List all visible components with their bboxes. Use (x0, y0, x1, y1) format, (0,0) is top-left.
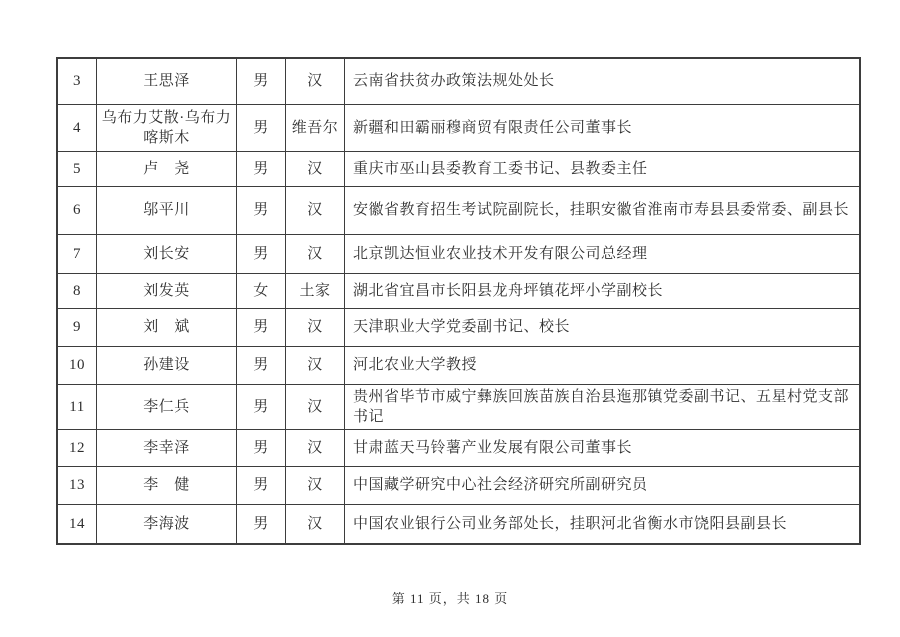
position-cell: 贵州省毕节市威宁彝族回族苗族自治县迤那镇党委副书记、五星村党支部书记 (345, 384, 861, 429)
table-row (57, 104, 860, 151)
table-row (57, 151, 860, 186)
position-cell: 重庆市巫山县委教育工委书记、县教委主任 (345, 151, 861, 186)
name-cell: 刘 斌 (97, 308, 237, 346)
name-cell: 卢 尧 (97, 151, 237, 186)
ethnicity-cell: 汉 (286, 504, 345, 544)
position-cell: 湖北省宜昌市长阳县龙舟坪镇花坪小学副校长 (345, 273, 861, 308)
position-cell: 安徽省教育招生考试院副院长，挂职安徽省淮南市寿县县委常委、副县长 (345, 186, 861, 234)
gender-cell: 男 (237, 384, 286, 429)
table-row (57, 58, 860, 104)
name-cell: 孙建设 (97, 346, 237, 384)
name-cell: 刘发英 (97, 273, 237, 308)
gender-cell: 男 (237, 234, 286, 273)
name-cell: 乌布力艾散·乌布力喀斯木 (97, 104, 237, 151)
ethnicity-cell: 汉 (286, 151, 345, 186)
gender-cell: 男 (237, 186, 286, 234)
position-cell: 北京凯达恒业农业技术开发有限公司总经理 (345, 234, 861, 273)
name-cell: 刘长安 (97, 234, 237, 273)
table-row (57, 466, 860, 504)
position-cell: 中国藏学研究中心社会经济研究所副研究员 (345, 466, 861, 504)
ethnicity-cell: 维吾尔 (286, 104, 345, 151)
name-cell: 李幸泽 (97, 429, 237, 466)
gender-cell: 男 (237, 429, 286, 466)
gender-cell: 男 (237, 104, 286, 151)
ethnicity-cell: 汉 (286, 308, 345, 346)
row-number-cell: 12 (57, 429, 97, 466)
position-cell: 云南省扶贫办政策法规处处长 (345, 58, 861, 104)
table-row (57, 308, 860, 346)
gender-cell: 女 (237, 273, 286, 308)
gender-cell: 男 (237, 466, 286, 504)
position-cell: 新疆和田霸丽穆商贸有限责任公司董事长 (345, 104, 861, 151)
ethnicity-cell: 汉 (286, 384, 345, 429)
table-row (57, 234, 860, 273)
ethnicity-cell: 汉 (286, 466, 345, 504)
row-number-cell: 6 (57, 186, 97, 234)
gender-cell: 男 (237, 308, 286, 346)
position-cell: 河北农业大学教授 (345, 346, 861, 384)
row-number-cell: 4 (57, 104, 97, 151)
row-number-cell: 14 (57, 504, 97, 544)
table-row (57, 384, 860, 429)
position-cell: 天津职业大学党委副书记、校长 (345, 308, 861, 346)
ethnicity-cell: 汉 (286, 429, 345, 466)
row-number-cell: 7 (57, 234, 97, 273)
name-cell: 李海波 (97, 504, 237, 544)
page-number-footer: 第 11 页，共 18 页 (391, 591, 509, 606)
row-number-cell: 13 (57, 466, 97, 504)
position-cell: 甘肃蓝天马铃薯产业发展有限公司董事长 (345, 429, 861, 466)
name-cell: 王思泽 (97, 58, 237, 104)
gender-cell: 男 (237, 346, 286, 384)
gender-cell: 男 (237, 151, 286, 186)
row-number-cell: 11 (57, 384, 97, 429)
table-row (57, 346, 860, 384)
gender-cell: 男 (237, 58, 286, 104)
ethnicity-cell: 汉 (286, 186, 345, 234)
name-cell: 李仁兵 (97, 384, 237, 429)
roster-table (56, 57, 861, 545)
row-number-cell: 5 (57, 151, 97, 186)
name-cell: 李 健 (97, 466, 237, 504)
position-cell: 中国农业银行公司业务部处长，挂职河北省衡水市饶阳县副县长 (345, 504, 861, 544)
ethnicity-cell: 汉 (286, 234, 345, 273)
ethnicity-cell: 土家 (286, 273, 345, 308)
table-row (57, 186, 860, 234)
name-cell: 邬平川 (97, 186, 237, 234)
row-number-cell: 9 (57, 308, 97, 346)
ethnicity-cell: 汉 (286, 346, 345, 384)
row-number-cell: 3 (57, 58, 97, 104)
table-row (57, 429, 860, 466)
table-row (57, 273, 860, 308)
table-row (57, 504, 860, 544)
gender-cell: 男 (237, 504, 286, 544)
row-number-cell: 10 (57, 346, 97, 384)
roster-table-body (57, 58, 860, 544)
ethnicity-cell: 汉 (286, 58, 345, 104)
row-number-cell: 8 (57, 273, 97, 308)
